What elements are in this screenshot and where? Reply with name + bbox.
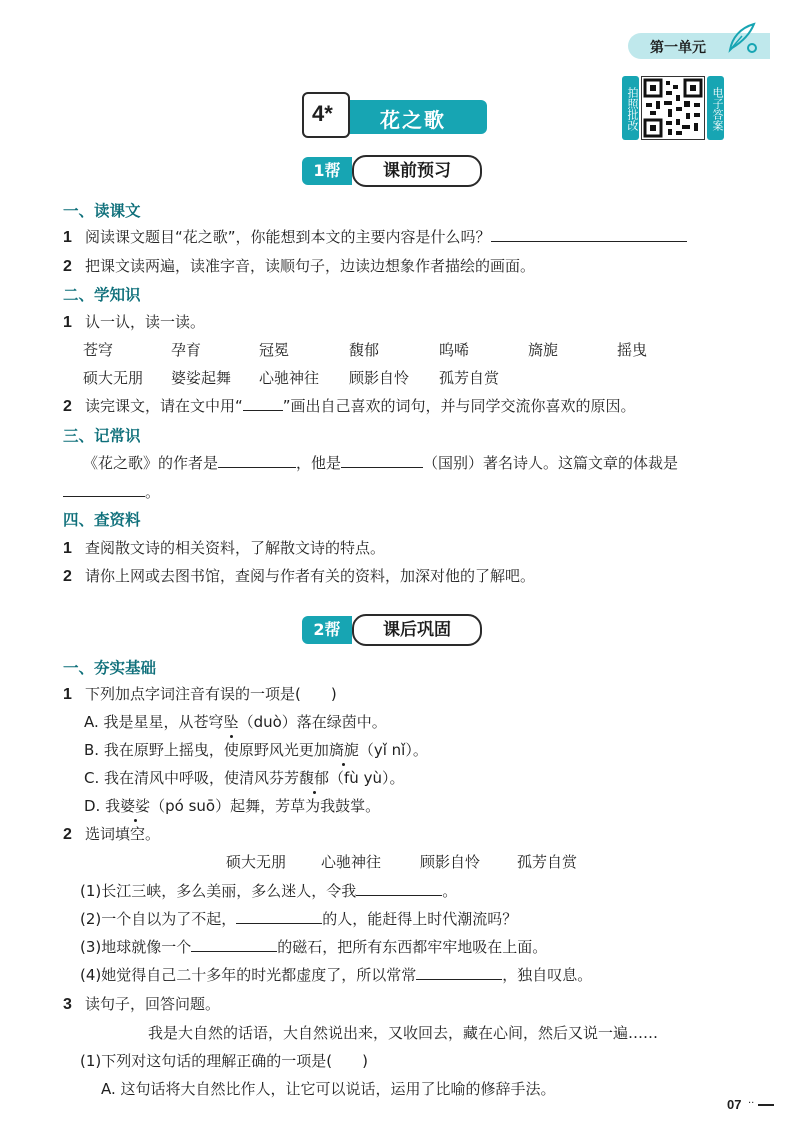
- feather-pen-icon: [722, 20, 758, 56]
- section-title: 一、读课文: [63, 202, 141, 220]
- fill-in-text: 。: [63, 481, 160, 502]
- fill-sentence: (1)长江三峡，多么美丽，多么迷人，令我 。: [80, 882, 458, 900]
- sub-option-a: A. 这句话将大自然比作人，让它可以说话，运用了比喻的修辞手法。: [101, 1080, 556, 1098]
- part2-label: 课后巩固: [352, 614, 482, 646]
- answer-blank[interactable]: [416, 965, 502, 980]
- answer-blank[interactable]: [218, 453, 296, 468]
- word-item: 孤芳自赏: [439, 369, 500, 387]
- word-item: 硕大无朋: [83, 369, 144, 387]
- word-choice: 孤芳自赏: [517, 853, 578, 871]
- word-item: 摇曳: [617, 341, 648, 359]
- question: 1 阅读课文题目“花之歌”，你能想到本文的主要内容是什么吗？: [63, 226, 687, 247]
- word-item: 冠冕: [259, 341, 290, 359]
- quote-text: 我是大自然的话语，大自然说出来，又收回去，藏在心间，然后又说一遍……: [148, 1024, 659, 1042]
- answer-blank[interactable]: [191, 937, 277, 952]
- section-title: 二、学知识: [63, 286, 141, 304]
- word-item: 孕育: [171, 341, 202, 359]
- part1-label: 课前预习: [352, 155, 482, 187]
- question: 2 读完课文，请在文中用“ ”画出自己喜欢的词句，并与同学交流你喜欢的原因。: [63, 397, 636, 415]
- section-title: 一、夯实基础: [63, 659, 157, 677]
- line-sample: [243, 396, 283, 411]
- answer-blank[interactable]: [491, 227, 687, 242]
- question: 2 选词填空。: [63, 825, 161, 843]
- fill-sentence: (2)一个自以为了不起， 的人，能赶得上时代潮流吗？: [80, 910, 518, 928]
- option-b: B. 我在原野上摇曳，使原野风光更加旖旎（yǐ nǐ）。: [84, 741, 428, 759]
- answer-blank[interactable]: [236, 909, 322, 924]
- fill-sentence: (4)她觉得自己二十多年的时光都虚度了，所以常常 ，独自叹息。: [80, 966, 593, 984]
- page-dots: ··: [748, 1098, 755, 1109]
- question: 3 读句子，回答问题。: [63, 995, 221, 1013]
- word-choice: 硕大无朋: [226, 853, 287, 871]
- question: 1 下列加点字词注音有误的一项是( ): [63, 685, 337, 703]
- lesson-number: 4*: [312, 101, 333, 126]
- answer-blank[interactable]: [341, 453, 423, 468]
- word-item: 婆娑起舞: [171, 369, 232, 387]
- page-number: 07: [727, 1097, 742, 1112]
- word-item: 旖旎: [528, 341, 559, 359]
- lesson-title: 花之歌: [380, 108, 446, 132]
- word-item: 顾影自怜: [349, 369, 410, 387]
- option-a: A. 我是星星，从苍穹坠（duò）落在绿茵中。: [84, 713, 387, 731]
- page-dash: [758, 1104, 774, 1106]
- question: 1 认一认，读一读。: [63, 313, 206, 331]
- qr-right-label: 电子答案: [707, 76, 724, 140]
- word-choice: 心驰神往: [321, 853, 382, 871]
- part1-badge: 1帮: [302, 157, 352, 185]
- word-item: 呜唏: [439, 341, 470, 359]
- option-c: C. 我在清风中呼吸，使清风芬芳馥郁（fù yù）。: [84, 769, 405, 787]
- question: 2 把课文读两遍，读准字音，读顺句子，边读边想象作者描绘的画面。: [63, 257, 536, 275]
- question: 2 请你上网或去图书馆，查阅与作者有关的资料，加深对他的了解吧。: [63, 567, 536, 585]
- answer-blank[interactable]: [63, 482, 145, 497]
- qr-left-label: 拍照批改: [622, 76, 639, 140]
- section-title: 三、记常识: [63, 427, 141, 445]
- sub-question: (1)下列对这句话的理解正确的一项是( ): [80, 1052, 368, 1070]
- section-title: 四、查资料: [63, 511, 141, 529]
- qr-code-icon[interactable]: [641, 76, 705, 140]
- word-choice: 顾影自怜: [420, 853, 481, 871]
- word-item: 馥郁: [349, 341, 380, 359]
- fill-in-text: 《花之歌》的作者是 ，他是 （国别）著名诗人。这篇文章的体裁是: [83, 454, 679, 472]
- question: 1 查阅散文诗的相关资料，了解散文诗的特点。: [63, 539, 386, 557]
- word-item: 苍穹: [83, 341, 114, 359]
- unit-label: 第一单元: [650, 40, 706, 56]
- answer-blank[interactable]: [356, 881, 442, 896]
- word-item: 心驰神往: [259, 369, 320, 387]
- option-d: D. 我婆娑（pó suō）起舞，芳草为我鼓掌。: [84, 797, 381, 815]
- fill-sentence: (3)地球就像一个 的磁石，把所有东西都牢牢地吸在上面。: [80, 938, 548, 956]
- part2-badge: 2帮: [302, 616, 352, 644]
